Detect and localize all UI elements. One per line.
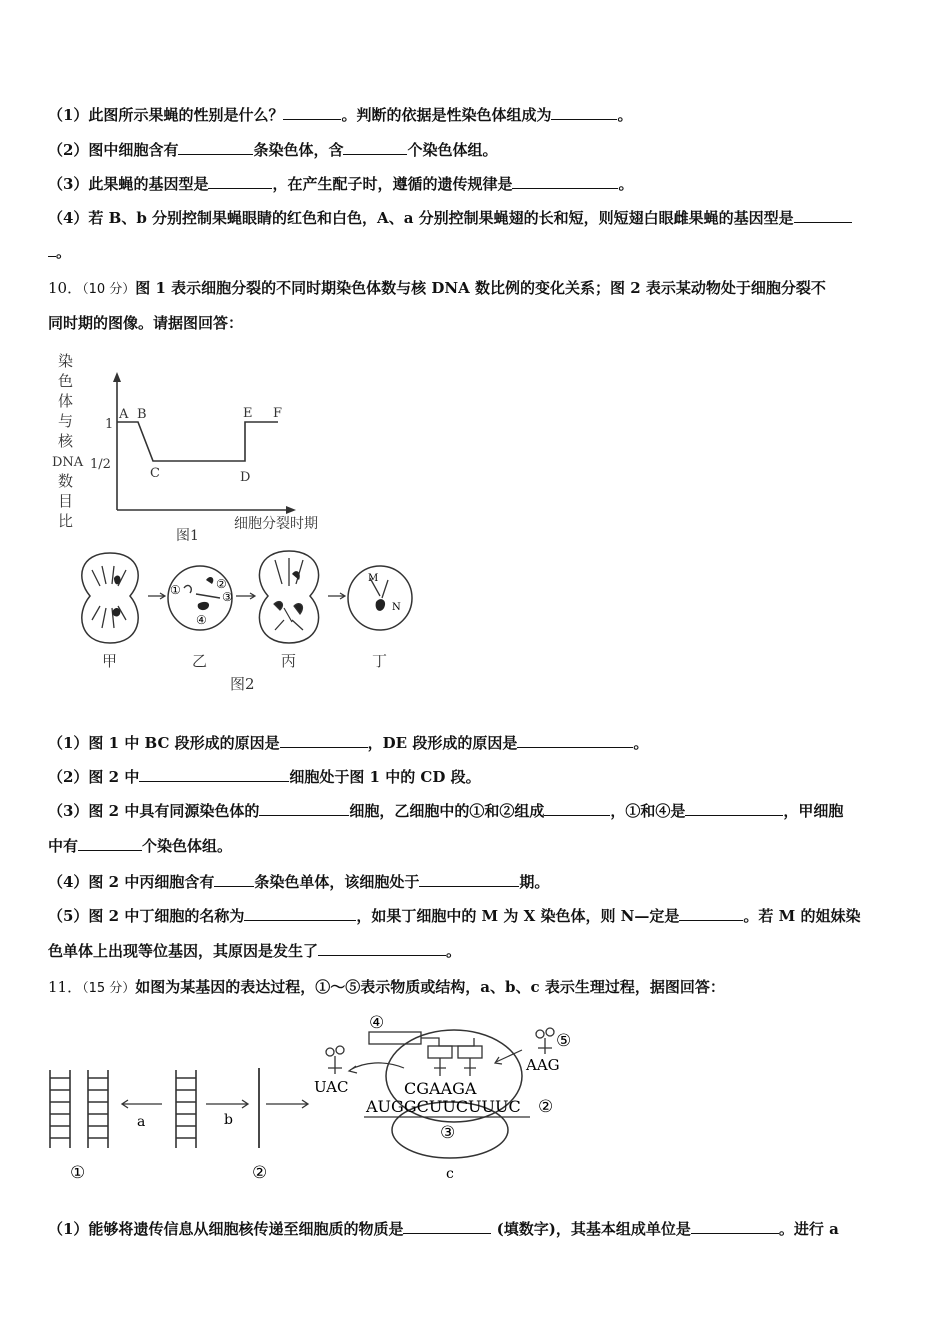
q10-item-1: （1）图 1 中 BC 段形成的原因是 ，DE 段形成的原因是 。 [48,734,649,752]
q10-figure-1 [50,350,360,550]
arrow-a [122,1100,162,1108]
label-a: a [137,1114,146,1130]
dna-ladder-middle [176,1070,196,1148]
anticodon-right: AAG [526,1056,560,1074]
cell-name-jia: 甲 [102,652,118,670]
dna-ladder-left [50,1070,108,1148]
q9-3-blank-a[interactable] [208,174,272,189]
label-c: c [446,1166,454,1182]
q9-item-2: （2）图中细胞含有 条染色体，含 个染色体组。 [48,141,498,159]
q11-stem: 11．（15 分）如图为某基因的表达过程，①～⑤表示物质或结构，a、b、c 表示生理过程，据图回答： [48,978,725,996]
peptide-chain [421,1038,474,1046]
label-dna: ① [70,1163,86,1183]
peptide-box [369,1032,421,1044]
fig1-point-e: E [243,406,253,421]
fig1-ylabel-char: 核 [58,432,74,450]
q9-3-blank-b[interactable] [512,174,618,189]
q11-1-blank-b[interactable] [691,1219,779,1234]
q9-1-blank-b[interactable] [551,105,617,120]
fig1-ylabel-char: 比 [58,512,74,530]
fig2-caption: 图2 [230,675,255,693]
label-mrna-bottom: ② [252,1163,268,1183]
q10-stem: 10．（10 分）图 1 表示细胞分裂的不同时期染色体数与核 DNA 数比例的变化关系；图 2 表示某动物处于细胞分裂不 [48,279,826,297]
fig1-ylabel-char: 与 [58,412,74,430]
marker-1: ① [170,583,181,597]
q9-item-1: （1）此图所示果蝇的性别是什么？ 。判断的依据是性染色体组成为 。 [48,106,633,124]
fig1-y-arrowhead [113,372,121,382]
q10-5-blank-c[interactable] [318,941,446,956]
marker-peptide: ④ [369,1013,385,1033]
arrow-trna-in [495,1050,522,1064]
marker-4: ④ [196,613,207,627]
q10-item-5-cont: 色单体上出现等位基因，其原因是发生了 。 [48,942,462,960]
cell-yi [168,566,233,630]
fig1-x-arrowhead [286,506,296,514]
q9-item-4-cont: 。 [48,241,71,262]
q10-item-4: （4）图 2 中丙细胞含有 条染色单体，该细胞处于 期。 [48,873,550,891]
fig1-point-f: F [273,406,283,421]
fig1-tick-half: 1/2 [90,457,111,472]
fig1-point-c: C [150,466,160,481]
fig1-ylabel [52,352,84,530]
cell-jia [82,553,138,643]
fig1-point-a: A [119,407,129,422]
q10-3-blank-c[interactable] [685,801,783,816]
fig1-ylabel-char: 染 [58,352,74,370]
q9-item-3: （3）此果蝇的基因型是 ，在产生配子时，遵循的遗传规律是 。 [48,175,634,193]
marker-3: ③ [222,590,233,604]
fig1-ratio-line [117,422,278,461]
marker-trna: ⑤ [556,1031,572,1051]
trna-leaving [326,1046,344,1074]
q10-item-3-cont: 中有 个染色体组。 [48,837,233,855]
fig1-point-b: B [137,407,147,422]
fig1-point-d: D [240,470,251,485]
q10-2-blank[interactable] [139,767,289,782]
q10-3-blank-d[interactable] [78,836,142,851]
trna-incoming [536,1028,554,1054]
chrom-label-n: N [392,602,401,613]
label-b: b [224,1112,233,1128]
q9-1-blank-a[interactable] [283,105,341,120]
cell-name-bing: 丙 [281,652,297,670]
arrow-b [206,1100,248,1108]
mrna-sequence: AUGGCUUCUUUC [366,1097,521,1116]
arrow-yi-bing [236,593,255,599]
q10-4-blank-b[interactable] [419,872,519,887]
q10-stem-cont: 同时期的图像。请据图回答： [48,314,244,332]
q11-figure [44,1008,584,1188]
q10-1-blank-a[interactable] [280,733,368,748]
marker-2: ② [216,577,227,591]
fig1-ylabel-char: DNA [52,455,84,470]
q9-2-blank-a[interactable] [178,140,253,155]
q10-3-blank-b[interactable] [544,801,610,816]
fig1-ylabel-char: 色 [58,372,74,390]
q10-4-blank-a[interactable] [214,872,254,887]
chrom-label-m: M [368,573,379,584]
q9-2-blank-b[interactable] [343,140,407,155]
cell-name-yi: 乙 [192,652,208,670]
marker-ribosome: ③ [440,1123,456,1143]
q10-5-blank-b[interactable] [679,906,743,921]
marker-mrna: ② [538,1097,554,1117]
q9-item-4: （4）若 B、b 分别控制果蝇眼睛的红色和白色，A、a 分别控制果蝇翅的长和短，则短翅白眼雌果蝇的基因型是 [48,207,852,228]
q10-item-2: （2）图 2 中 细胞处于图 1 中的 CD 段。 [48,768,481,786]
arrow-bing-ding [328,593,345,599]
fig1-caption: 图1 [176,528,199,544]
fig1-ylabel-char: 目 [58,492,74,510]
cell-name-ding: 丁 [372,652,388,670]
fig1-tick-1: 1 [105,417,114,432]
q9-4-blank-a[interactable] [794,208,852,223]
cell-bing [259,551,318,643]
anticodon-left: UAC [314,1078,349,1096]
fig1-ylabel-char: 数 [58,472,74,490]
arrow-to-ribosome [266,1100,308,1108]
fig1-ylabel-char: 体 [58,392,74,410]
q9-4-blank-a-cont[interactable] [48,242,56,257]
fig1-xlabel: 细胞分裂时期 [234,516,318,532]
arrow-jia-yi [148,593,165,599]
arrow-trna-out [349,1063,404,1073]
q11-item-1: （1）能够将遗传信息从细胞核传递至细胞质的物质是 (填数字)，其基本组成单位是 。进行 a [48,1220,839,1238]
trna-in-ribosome [428,1046,482,1076]
q11-1-blank-a[interactable] [403,1219,491,1234]
q10-3-blank-a[interactable] [259,801,349,816]
q10-1-blank-b[interactable] [517,733,633,748]
codons-top: CGAAGA [404,1079,477,1098]
q10-5-blank-a[interactable] [244,906,356,921]
q10-item-5: （5）图 2 中丁细胞的名称为 ，如果丁细胞中的 M 为 X 染色体，则 N—定是 。若 M 的姐妹染 [48,907,861,925]
q10-figure-2 [70,548,420,698]
q10-item-3: （3）图 2 中具有同源染色体的 细胞，乙细胞中的①和②组成 ，①和④是 ，甲细胞 [48,802,844,820]
cell-ding [348,566,412,630]
